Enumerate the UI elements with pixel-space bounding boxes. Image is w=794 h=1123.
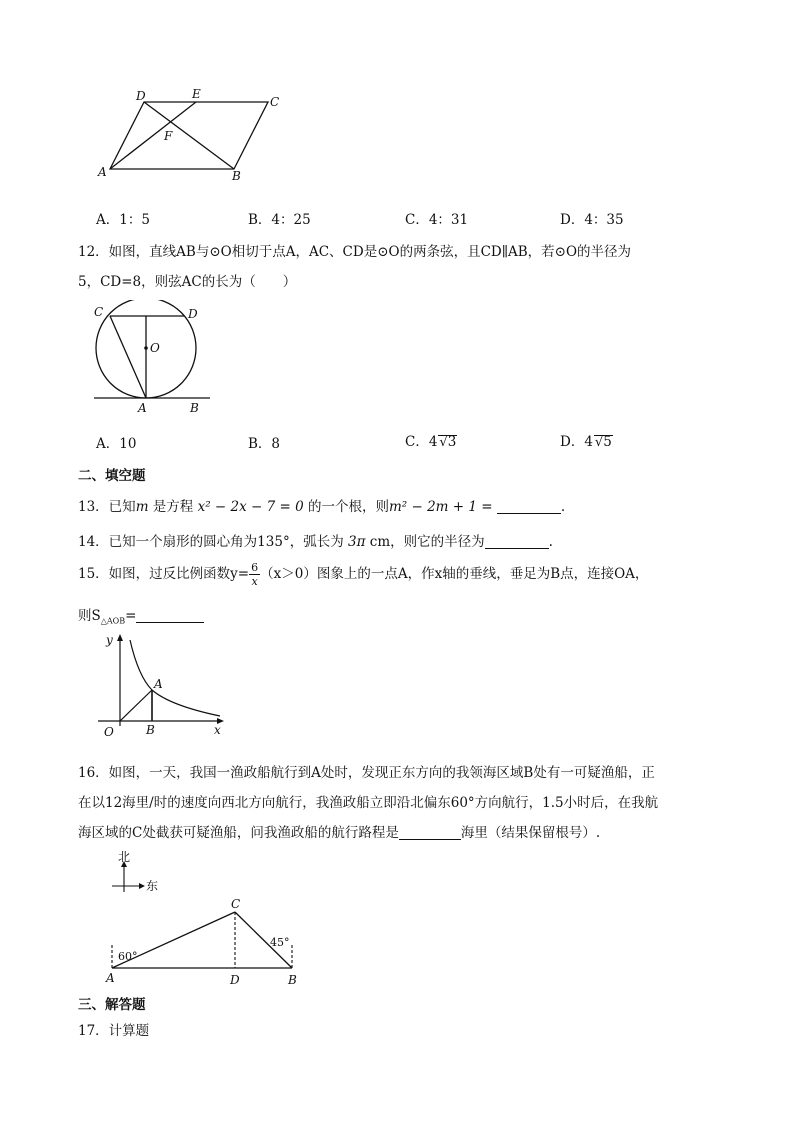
label-D: D [136,89,146,103]
q11-option-c: C．4：31 [405,212,469,228]
q12-option-b: B．8 [248,436,281,452]
q16-navigation-diagram [100,848,310,988]
label-north: 北 [118,850,131,864]
label-A: A [106,971,115,985]
label-A: A [98,165,107,179]
label-C: C [231,897,241,911]
label-B: B [190,401,199,415]
label-B: B [232,169,241,183]
q16-line3: 海区域的C处截获可疑渔船，问我渔政船的航行路程是 海里（结果保留根号）. [78,825,601,841]
q13: 13．已知m 是方程 x² − 2x − 7 = 0 的一个根，则m² − 2m + 1 = . [78,499,566,515]
q12-option-d: D．4 √5 [560,434,612,450]
label-A: A [138,401,147,415]
q14: 14．已知一个扇形的圆心角为135°，弧长为 3π cm，则它的半径为 . [78,534,553,550]
label-B: B [288,973,297,987]
q11-option-b: B．4：25 [248,212,311,228]
q11-figure [96,86,296,186]
label-D: D [230,973,240,987]
label-A: A [154,677,163,691]
q15-fraction: $\frac{6}{x}$ [251,561,259,588]
q16-answer-blank[interactable] [399,825,461,840]
q15-answer-blank[interactable] [136,608,204,623]
q17: 17．计算题 [78,1023,150,1039]
label-C: C [270,95,280,109]
q11-option-a: A．1：5 [96,212,150,228]
label-y: y [106,633,113,647]
q14-answer-blank[interactable] [485,534,549,549]
label-x: x [214,723,221,737]
section-fill-in-blank: 二、填空题 [78,468,146,484]
label-B: B [146,723,155,737]
sqrt-5: √5 [594,434,612,450]
q12-circle-diagram [90,300,230,416]
q15-graph [96,630,236,742]
label-F: F [164,129,173,143]
label-O: O [150,341,160,355]
label-D: D [188,307,198,321]
q12-line1: 12．如图，直线AB与⊙O相切于点A，AC、CD是⊙O的两条弦，且CD∥AB，若⊙O的半径为 [78,244,632,260]
section-answer-questions: 三、解答题 [78,997,146,1013]
label-east: 东 [146,879,159,893]
label-O: O [104,725,114,739]
q15-line2: 则$S_{\triangle AOB}=$ [78,604,204,626]
angle-45: 45° [270,936,290,949]
label-C: C [94,305,104,319]
q15-line1: 15．如图，过反比例函数y= $\frac{6}{x}$ （x＞0）图象上的一点A，作x轴的垂线，垂足为B点，连接OA， [78,561,649,588]
q16-figure [100,848,310,988]
q16-line1: 16．如图，一天，我国一渔政船航行到A处时，发现正东方向的我领海区域B处有一可疑渔船，正 [78,765,655,781]
q12-figure [90,300,230,416]
q15-figure [96,630,236,742]
q12-option-a: A．10 [96,436,137,452]
q11-parallelogram [96,86,296,186]
sqrt-3: √3 [439,434,457,450]
q13-answer-blank[interactable] [497,499,561,514]
q11-option-d: D．4：35 [560,212,624,228]
q16-line2: 在以12海里/时的速度向西北方向航行，我渔政船立即沿北偏东60°方向航行，1.5小时后，在我航 [78,795,659,811]
angle-60: 60° [118,950,138,963]
label-E: E [192,87,201,101]
q12-option-c: C．4 √3 [405,434,457,450]
q12-line2: 5，CD=8，则弦AC的长为（ ） [78,274,297,290]
